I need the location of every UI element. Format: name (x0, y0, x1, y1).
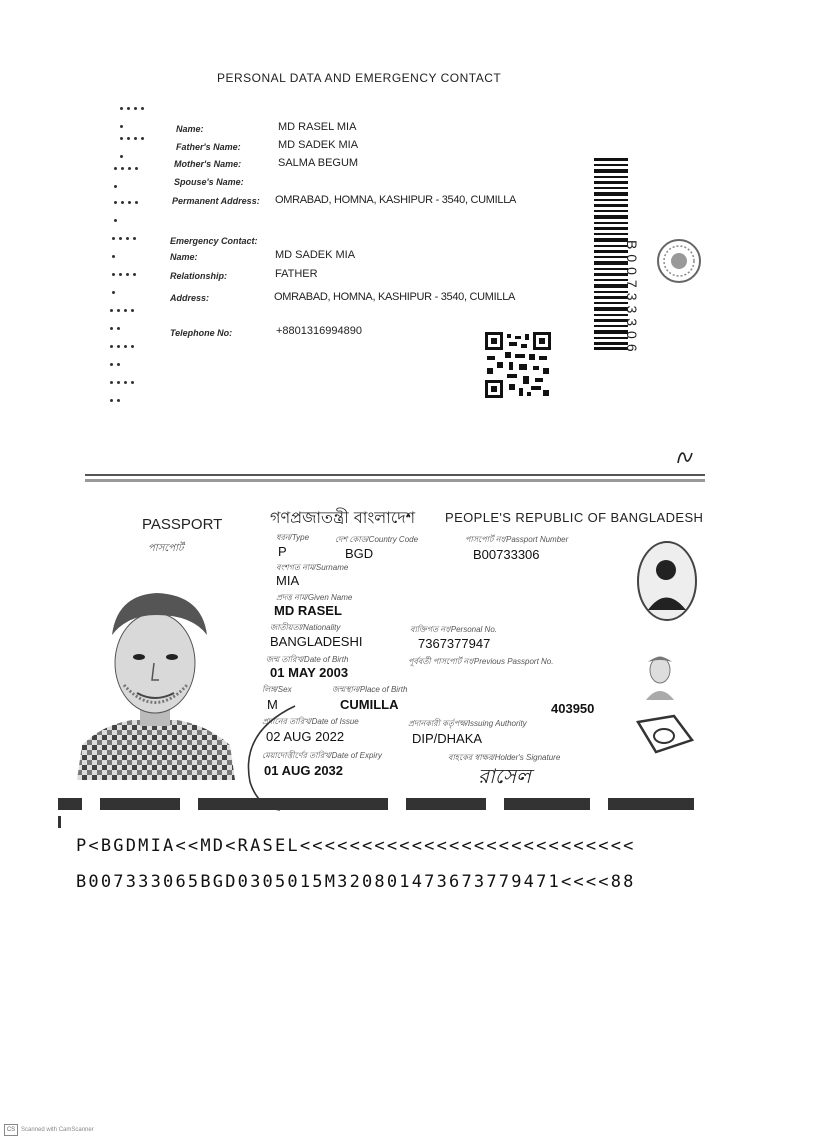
mother-name-label: Mother's Name: (174, 159, 242, 169)
hologram-seal-icon (634, 712, 696, 756)
ghost-portrait-icon (636, 540, 698, 622)
expiry-date-label: মেয়াদোত্তীর্ণের তারিখ/Date of Expiry (262, 751, 382, 760)
security-band (58, 795, 728, 813)
telephone-label: Telephone No: (170, 328, 233, 338)
permanent-address-value: OMRABAD, HOMNA, KASHIPUR - 3540, CUMILLA (275, 194, 517, 206)
nationality-label: জাতীয়তা/Nationality (270, 623, 341, 632)
emergency-name-label: Name: (170, 252, 198, 262)
issuing-authority-label: প্রদানকারী কর্তৃপক্ষ/Issuing Authority (408, 719, 527, 728)
surname-label: বংশগত নাম/Surname (276, 563, 349, 572)
telephone-value: +8801316994890 (276, 325, 362, 337)
father-name-value: MD SADEK MIA (278, 139, 359, 151)
page-divider (85, 474, 705, 482)
sex-value: M (267, 697, 278, 712)
holder-signature-label: বাহকের স্বাক্ষর/Holder's Signature (448, 753, 561, 762)
type-value: P (278, 544, 287, 559)
country-name-en: PEOPLE'S REPUBLIC OF BANGLADESH (445, 510, 704, 525)
place-of-birth-label: জন্মস্থান/Place of Birth (332, 685, 408, 694)
passport-word-bn: পাসপোর্ট (148, 543, 184, 554)
qr-code-icon (485, 332, 551, 398)
emergency-address-value: OMRABAD, HOMNA, KASHIPUR - 3540, CUMILLA (274, 291, 516, 303)
surname-value: MIA (276, 573, 300, 588)
given-name-label: প্রদত্ত নাম/Given Name (276, 593, 353, 602)
place-of-birth-value: CUMILLA (340, 697, 399, 712)
relationship-label: Relationship: (170, 271, 228, 281)
emergency-contact-heading: Emergency Contact: (170, 236, 258, 246)
barcode-icon (594, 158, 628, 350)
personal-number-label: ব্যক্তিগত নং/Personal No. (410, 625, 497, 634)
name-label: Name: (176, 124, 204, 134)
mrz-line-2: B007333065BGD0305015M320801473673779471<<<<88 (76, 872, 636, 892)
emergency-name-value: MD SADEK MIA (275, 249, 356, 261)
country-name-bn: গণপ্রজাতন্ত্রী বাংলাদেশ (270, 508, 416, 527)
barcode-number: B00733306 (624, 240, 640, 357)
country-code-label: দেশ কোড/Country Code (335, 535, 419, 544)
issuing-authority-value: DIP/DHAKA (412, 731, 483, 746)
dob-value: 01 MAY 2003 (270, 665, 349, 680)
camscanner-logo-icon: CS (4, 1124, 18, 1136)
given-name-value: MD RASEL (274, 603, 342, 618)
squiggle-mark-icon (676, 447, 694, 465)
previous-passport-label: পূর্ববর্তী পাসপোর্ট নং/Previous Passport No. (408, 657, 554, 666)
issue-date-value: 02 AUG 2022 (266, 729, 345, 744)
passport-number-label: পাসপোর্ট নং/Passport Number (465, 535, 569, 544)
relationship-value: FATHER (275, 268, 318, 280)
father-name-label: Father's Name: (176, 142, 241, 152)
dob-label: জন্ম তারিখ/Date of Birth (266, 655, 349, 664)
holder-signature-value: রাসেল (478, 764, 531, 788)
type-label: ধরন/Type (276, 533, 310, 542)
seal-emblem-icon (656, 238, 702, 284)
issue-date-label: প্রদানের তারিখ/Date of Issue (262, 717, 359, 726)
nationality-value: BANGLADESHI (270, 634, 363, 649)
expiry-date-value: 01 AUG 2032 (264, 763, 344, 778)
name-value: MD RASEL MIA (278, 121, 357, 133)
side-number: 403950 (551, 701, 595, 716)
passport-word: PASSPORT (142, 516, 223, 533)
sex-label: লিঙ্গ/Sex (262, 685, 292, 694)
spouse-name-label: Spouse's Name: (174, 177, 244, 187)
holder-photo (72, 585, 237, 780)
small-portrait-icon (642, 652, 678, 700)
permanent-address-label: Permanent Address: (172, 196, 260, 206)
passport-number-value: B00733306 (473, 547, 540, 562)
personal-number-value: 7367377947 (418, 636, 491, 651)
country-code-value: BGD (345, 546, 374, 561)
mother-name-value: SALMA BEGUM (278, 157, 359, 169)
scanner-watermark (4, 1124, 94, 1136)
personal-data-title: PERSONAL DATA AND EMERGENCY CONTACT (217, 71, 502, 85)
scanner-watermark-text: Scanned with CamScanner (21, 1127, 94, 1133)
emergency-address-label: Address: (170, 293, 210, 303)
mrz-line-1: P<BGDMIA<<MD<RASEL<<<<<<<<<<<<<<<<<<<<<<<<<<< (76, 836, 636, 856)
